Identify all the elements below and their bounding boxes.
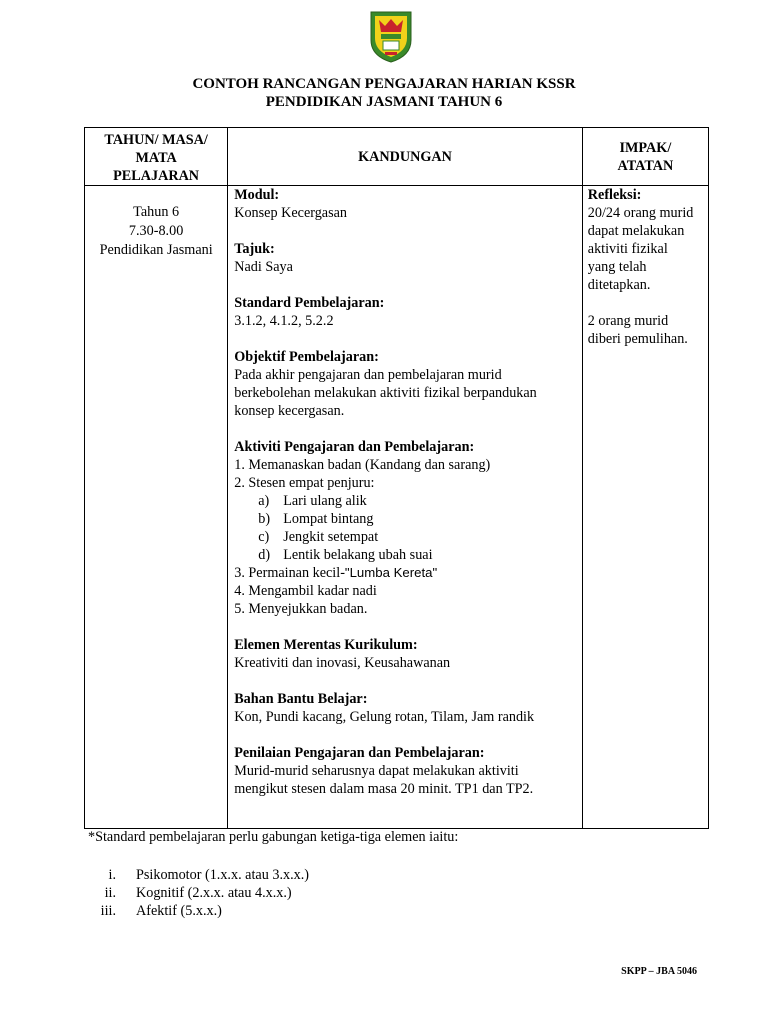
lesson-plan-table: [84, 127, 709, 829]
header-tahun-masa: TAHUN/ MASA/ MATA PELAJARAN: [85, 128, 228, 186]
tajuk-label: Tajuk:: [234, 241, 275, 257]
elemen-value: Kreativiti dan inovasi, Keusahawanan: [234, 655, 451, 671]
aktiviti-item: 5. Menyejukkan badan.: [234, 601, 368, 617]
document-subtitle: PENDIDIKAN JASMANI TAHUN 6: [265, 94, 503, 110]
standard-note: *Standard pembelajaran perlu gabungan ketiga-tiga elemen iaitu:: [88, 829, 459, 845]
aktiviti-item: 2. Stesen empat penjuru:: [234, 475, 375, 491]
lesson-info-cell: [85, 186, 228, 829]
document-title: CONTOH RANCANGAN PENGAJARAN HARIAN KSSR: [192, 76, 576, 92]
aktiviti-item: 3. Permainan kecil-"Lumba Kereta": [234, 565, 438, 581]
refleksi-line: diberi pemulihan.: [587, 331, 688, 347]
aktiviti-label: Aktiviti Pengajaran dan Pembelajaran:: [234, 439, 475, 455]
footer-code: SKPP – JBA 5046: [621, 966, 697, 977]
subjek-text: Pendidikan Jasmani: [99, 242, 213, 258]
refleksi-line: 20/24 orang murid: [587, 205, 694, 221]
table-body-row: [85, 186, 709, 829]
stesen-item: a) Lari ulang alik: [258, 493, 367, 509]
penilaian-label: Penilaian Pengajaran dan Pembelajaran:: [234, 745, 485, 761]
kandungan-cell: [228, 186, 583, 829]
refleksi-label: Refleksi:: [587, 187, 642, 203]
refleksi-line: aktiviti fizikal: [587, 241, 668, 257]
modul-value: Konsep Kecergasan: [234, 205, 348, 221]
bahan-label: Bahan Bantu Belajar:: [234, 691, 368, 707]
impak-cell: [582, 186, 708, 829]
refleksi-line: 2 orang murid: [587, 313, 669, 329]
stesen-item: b) Lompat bintang: [258, 511, 374, 527]
objektif-line: berkebolehan melakukan aktiviti fizikal berpandukan: [234, 385, 537, 401]
tajuk-value: Nadi Saya: [234, 259, 293, 275]
objektif-label: Objektif Pembelajaran:: [234, 349, 379, 365]
refleksi-line: dapat melakukan: [587, 223, 685, 239]
refleksi-line: ditetapkan.: [587, 277, 651, 293]
bahan-value: Kon, Pundi kacang, Gelung rotan, Tilam, Jam randik: [234, 709, 535, 725]
stesen-item: d) Lentik belakang ubah suai: [258, 547, 433, 563]
modul-label: Modul:: [234, 187, 280, 203]
stesen-item: c) Jengkit setempat: [258, 529, 379, 545]
standard-value: 3.1.2, 4.1.2, 5.2.2: [234, 313, 334, 329]
school-crest-icon: [369, 10, 413, 64]
objektif-line: Pada akhir pengajaran dan pembelajaran murid: [234, 367, 502, 383]
header-kandungan: KANDUNGAN: [228, 128, 583, 186]
penilaian-line: mengikut stesen dalam masa 20 minit. TP1 dan TP2.: [234, 781, 534, 797]
objektif-line: konsep kecergasan.: [234, 403, 345, 419]
refleksi-line: yang telah: [587, 259, 647, 275]
aktiviti-item: 4. Mengambil kadar nadi: [234, 583, 377, 599]
aktiviti-item: 1. Memanaskan badan (Kandang dan sarang): [234, 457, 491, 473]
header-impak: IMPAK/ ATATAN: [582, 128, 708, 186]
penilaian-line: Murid-murid seharusnya dapat melakukan aktiviti: [234, 763, 519, 779]
standard-label: Standard Pembelajaran:: [234, 295, 385, 311]
masa-text: 7.30-8.00: [128, 223, 184, 239]
tahun-text: Tahun 6: [133, 204, 180, 220]
table-header-row: [85, 128, 709, 186]
elemen-label: Elemen Merentas Kurikulum:: [234, 637, 418, 653]
